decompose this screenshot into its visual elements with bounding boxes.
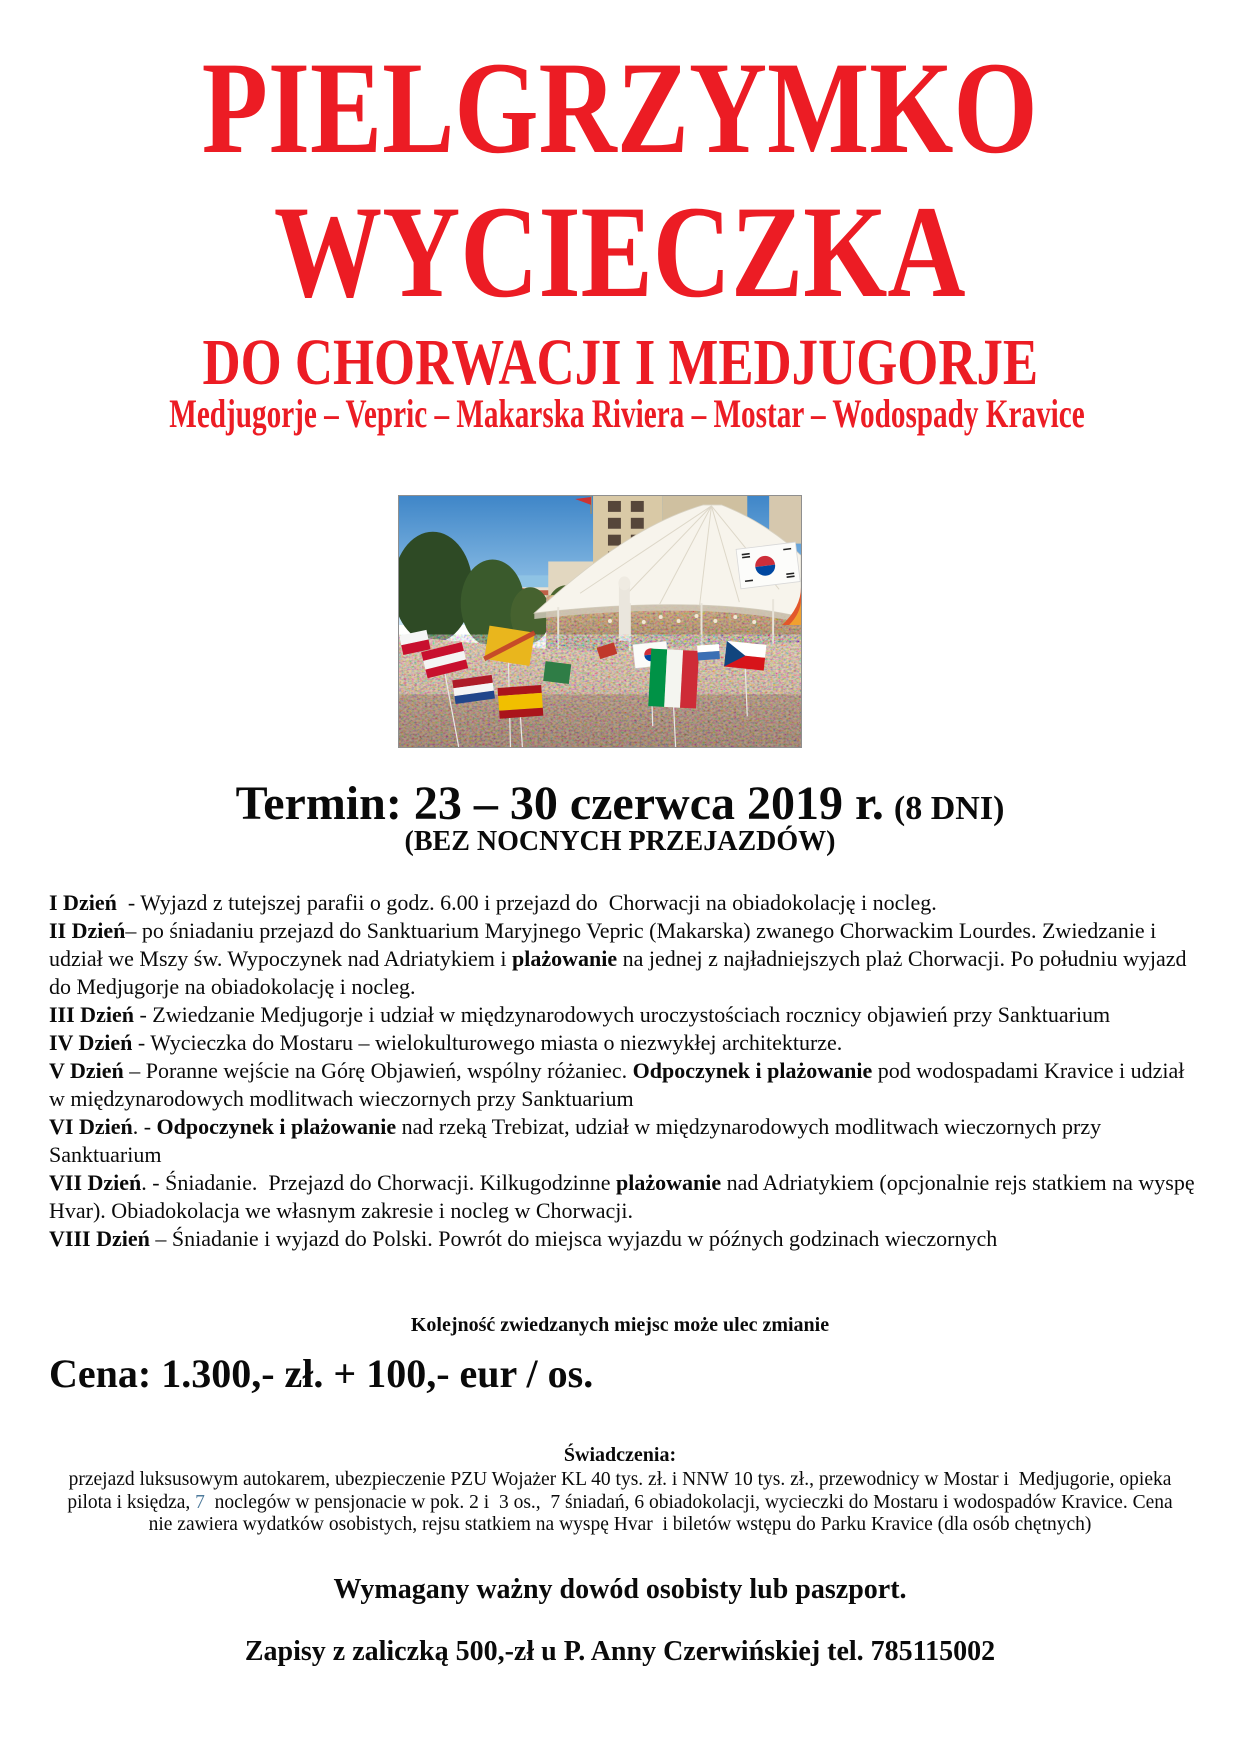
itinerary-day-entry: VI Dzień. - Odpoczynek i plażowanie nad rzeką Trebizat, udział w międzynarodowych modlitwach wieczornych przy Sanktuarium (49, 1114, 1107, 1167)
termin-dates: Termin: 23 – 30 czerwca 2019 r. (235, 777, 884, 830)
itinerary-day-entry: VIII Dzień – Śniadanie i wyjazd do Polski. Powrót do miejsca wyjazdu w późnych godzinach wieczornych (49, 1226, 998, 1251)
signup-contact-line: Zapisy z zaliczką 500,-zł u P. Anny Czerwińskiej tel. 785115002 (244, 1636, 996, 1667)
spanish-flag-icon (498, 685, 544, 719)
itinerary (49, 889, 1201, 1253)
green-flag-icon (543, 661, 571, 684)
yellow-flag-icon (484, 626, 535, 666)
services-paragraph: przejazd luksusowym autokarem, ubezpieczenie PZU Wojażer KL 40 tys. zł. i NNW 10 tys. zł., przewodnicy w Mostar i Medjugorie, opieka pilota i księdza, 7 noclegów w pensjonacie w pok. 2 i 3 os., 7 śniadań, 6 obiadokolacji, wycieczki do Mostaru i wodospadów Kravice. Cena nie zawiera wydatków osobistych, rejsu statkiem na wyspę Hvar i biletów wstępu do Parku Kravice (dla osób chętnych) (67, 1469, 1178, 1535)
itinerary-day-entry: VII Dzień. - Śniadanie. Przejazd do Chorwacji. Kilkugodzinne plażowanie nad Adriatykiem (opcjonalnie rejs statkiem na wyspę Hvar). Obiadokolacja we własnym zakresie i nocleg w Chorwacji. (49, 1170, 1201, 1223)
termin-note: (BEZ NOCNYCH PRZEJAZDÓW) (404, 826, 836, 857)
czech-flag-icon (724, 641, 766, 671)
page-title-line2: WYCIECZKA (274, 178, 966, 325)
italian-flag-icon (648, 649, 699, 709)
document-requirement-note: Wymagany ważny dowód osobisty lub paszport. (333, 1574, 907, 1605)
itinerary-day-entry: V Dzień – Poranne wejście na Górę Objawień, wspólny różaniec. Odpoczynek i plażowanie pod wodospadami Kravice i udział w międzynarodowych modlitwach wieczornych przy Sanktuarium (49, 1058, 1190, 1111)
termin-heading (0, 777, 1240, 830)
event-photo-illustration (399, 496, 801, 747)
page-title-line1: PIELGRZYMKO (202, 34, 1038, 181)
order-note: Kolejność zwiedzanych miejsc może ulec zmianie (410, 1314, 830, 1336)
itinerary-day-entry: IV Dzień - Wycieczka do Mostaru – wielokulturowego miasta o niezwykłej architekturze. (49, 1030, 843, 1055)
statue (619, 583, 630, 641)
itinerary-day-entry: I Dzień - Wyjazd z tutejszej parafii o godz. 6.00 i przejazd do Chorwacji na obiadokolację i nocleg. (49, 890, 937, 915)
itinerary-day-entry: II Dzień– po śniadaniu przejazd do Sanktuarium Maryjnego Vepric (Makarska) zwanego Chorwackim Lourdes. Zwiedzanie i udział we Mszy św. Wypoczynek nad Adriatykiem i plażowanie na jednej z najładniejszych plaż Chorwacji. Po południu wyjazd do Medjugorje na obiadokolację i nocleg. (49, 918, 1193, 999)
price-line: Cena: 1.300,- zł. + 100,- eur / os. (49, 1351, 594, 1396)
itinerary-day-entry: III Dzień - Zwiedzanie Medjugorje i udział w międzynarodowych uroczystościach rocznicy objawień przy Sanktuarium (49, 1002, 1111, 1027)
white-blue-flag-icon (697, 644, 720, 660)
termin-duration: (8 DNI) (893, 790, 1005, 827)
korean-flag-icon (736, 542, 800, 589)
event-photo (398, 495, 802, 748)
page-subtitle: DO CHORWACJI I MEDJUGORJE (202, 326, 1038, 399)
route-line: Medjugorje – Vepric – Makarska Riviera – Mostar – Wodospady Kravice (169, 391, 1085, 436)
services-heading: Świadczenia: (563, 1444, 677, 1466)
